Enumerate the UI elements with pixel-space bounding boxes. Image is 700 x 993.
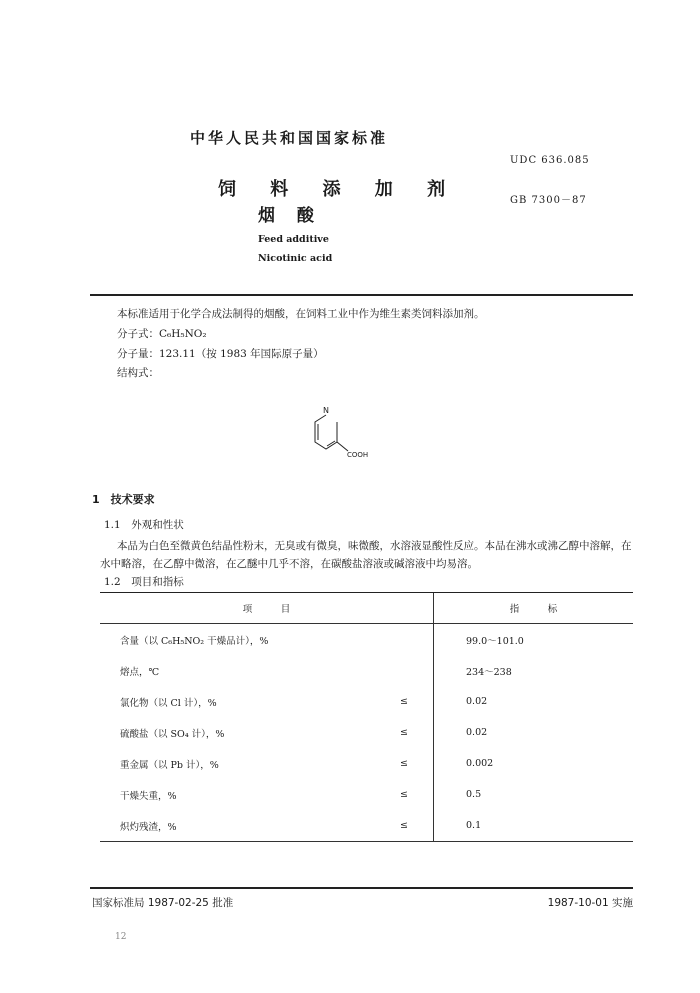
approval-line: 国家标准局 1987-02-25 批准 [92,897,234,909]
header-rule [90,294,633,296]
title-en-sub: Nicotinic acid [258,253,333,264]
row-item: 氯化物（以 Cl 计），% [120,697,217,709]
row-value: 0.1 [434,810,634,842]
udc-code: UDC 636.085 [510,155,590,166]
table-row [100,779,633,810]
row-value: 99.0～101.0 [434,624,634,656]
implementation-date: 1987-10-01 实施 [547,897,633,909]
row-item: 含量（以 C₆H₅NO₂ 干燥品计），% [120,635,269,647]
header-value: 指 标 [434,593,634,624]
section-1-1-text: 本品为白色至微黄色结晶性粉末，无臭或有微臭，味微酸，水溶液显酸性反应。本品在沸水或沸乙醇中溶解，在水中略溶，在乙醇中微溶，在乙醚中几乎不溶，在碳酸盐溶液或碱溶液中均易溶。 [100,540,632,570]
title-cn-sub: 烟 酸 [258,206,322,226]
row-value: 234～238 [434,655,634,686]
section-1-title: 1 技术要求 [92,493,155,506]
structural-formula [300,402,390,464]
row-value: 0.02 [434,717,634,748]
row-operator: ≤ [375,810,434,842]
row-operator: ≤ [400,789,408,800]
row-operator [375,655,434,686]
row-item: 重金属（以 Pb 计），% [120,759,219,771]
molecular-formula: 分子式：C₆H₅NO₂ [117,328,207,340]
structure-label: 结构式： [117,367,159,379]
gb-code: GB 7300－87 [510,195,587,206]
row-operator: ≤ [400,696,408,707]
table-row [100,748,633,779]
table-row [100,810,633,842]
row-item: 干燥失重，% [120,790,177,802]
row-item: 硫酸盐（以 SO₄ 计），% [120,728,225,740]
row-item: 炽灼残渣，% [100,810,375,842]
carboxyl-label: COOH [347,451,369,459]
row-value: 0.002 [434,748,634,779]
section-1-1-title: 1.1 外观和性状 [104,519,184,531]
molecular-weight: 分子量：123.11（按 1983 年国际原子量） [117,348,324,360]
row-item: 熔点，℃ [120,666,160,678]
footer-rule [90,887,633,889]
ring-nitrogen-label: N [323,406,329,415]
scope-text: 本标准适用于化学合成法制得的烟酸，在饲料工业中作为维生素类饲料添加剂。 [117,308,485,320]
page-number: 12 [115,932,127,942]
row-operator: ≤ [400,727,408,738]
title-en-main: Feed additive [258,234,329,245]
spec-table [100,593,633,842]
table-row [100,686,633,717]
table-row [100,624,633,656]
row-operator: ≤ [400,758,408,769]
section-1-2-title: 1.2 项目和指标 [104,576,184,588]
row-value: 0.5 [434,779,634,810]
table-header-row [100,593,633,624]
header-item: 项 目 [100,593,434,624]
row-operator [375,624,434,656]
title-cn-main: 饲 料 添 加 剂 [218,179,460,200]
issuing-org: 中华人民共和国国家标准 [190,129,389,147]
table-row [100,655,633,686]
row-value: 0.02 [434,686,634,717]
table-row [100,717,633,748]
